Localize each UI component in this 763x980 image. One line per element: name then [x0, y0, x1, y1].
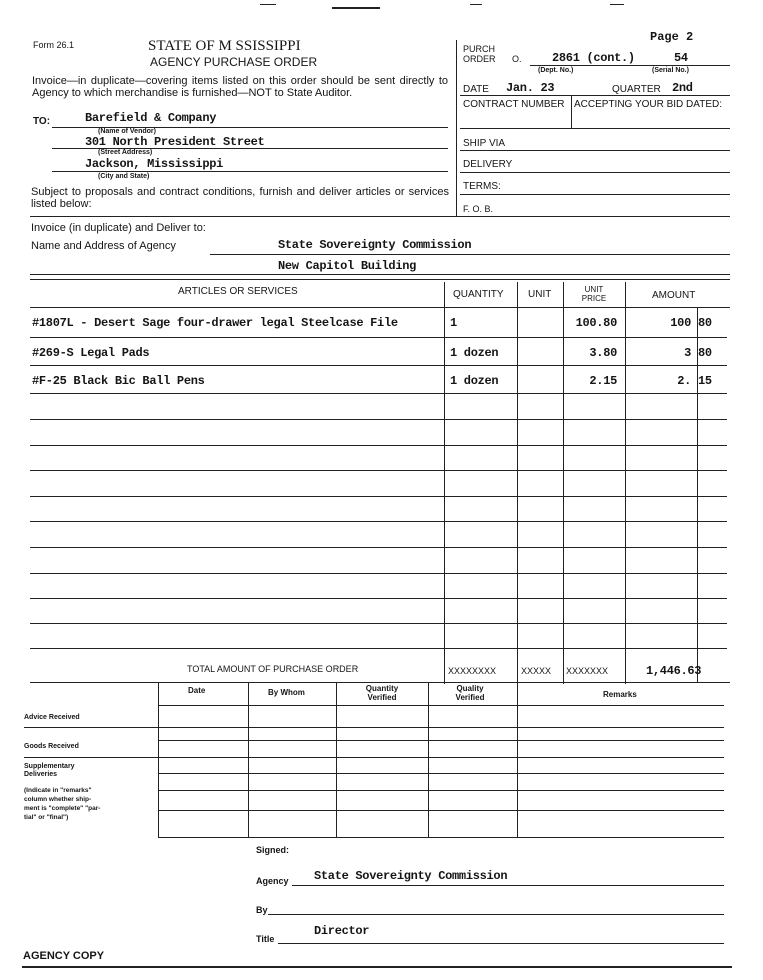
delivery-line: [460, 172, 730, 173]
to-label: TO:: [33, 116, 51, 127]
table-row-line: [30, 445, 727, 446]
row-amount-cents: 80: [698, 346, 712, 360]
tracking-header-remarks: Remarks: [603, 690, 637, 699]
advice-received-label: Advice Received: [24, 714, 80, 721]
delivery-note: (Indicate in "remarks" column whether ship- ment is "complete" "par- tial" or "final"): [24, 787, 101, 821]
agency-name: State Sovereignty Commission: [278, 238, 472, 252]
by-label: By: [256, 905, 268, 915]
row-article: #269-S Legal Pads: [32, 346, 150, 360]
name-address-label: Name and Address of Agency: [31, 240, 176, 252]
page-label: Page 2: [650, 30, 694, 44]
row-quantity: 1: [450, 316, 457, 330]
agency-name-line: [210, 254, 730, 255]
header-unit-price: UNIT PRICE: [581, 285, 607, 303]
table-row-line: [30, 337, 727, 338]
row-quantity: 1 dozen: [450, 346, 499, 360]
instruction-text: Invoice—in duplicate—covering items listed on this order should be sent directly to Agency to which merchandise is furnished—NOT to State Auditor.: [32, 75, 448, 99]
tracking-mid-line: [158, 740, 724, 741]
total-amount: 1,446.63: [646, 664, 702, 678]
ship-via-label: SHIP VIA: [463, 138, 506, 149]
table-row-line: [30, 470, 727, 471]
order-label: ORDER: [463, 54, 496, 64]
quarter-label: QUARTER: [612, 84, 661, 95]
row-unit-price: 3.80: [589, 346, 617, 360]
delivery-label: DELIVERY: [463, 159, 513, 170]
supplementary-label: Supplementary Deliveries: [24, 763, 75, 778]
by-line: [268, 914, 724, 915]
vendor-city-caption: (City and State): [98, 173, 150, 180]
scan-mark: [610, 4, 624, 5]
tracking-line: [158, 773, 724, 774]
tracking-header-line: [158, 705, 724, 706]
total-price-x: XXXXXXX: [566, 666, 609, 676]
title-value: Director: [314, 924, 370, 938]
state-title: STATE OF M SSISSIPPI: [148, 38, 301, 54]
table-row-line: [30, 393, 727, 394]
table-row-line: [30, 496, 727, 497]
row-quantity: 1 dozen: [450, 374, 499, 388]
row-amount-dollars: 2.: [677, 374, 691, 388]
header-unit: UNIT: [528, 289, 552, 300]
row-article: #1807L - Desert Sage four-drawer legal Steelcase File: [32, 316, 398, 330]
date-line: [460, 95, 730, 96]
row-article: #F-25 Black Bic Ball Pens: [32, 374, 205, 388]
scan-mark: [260, 4, 276, 5]
serial-number: 54: [674, 51, 688, 65]
advice-line: [24, 727, 724, 728]
scan-mark: [470, 4, 482, 5]
title-line: [278, 943, 724, 944]
table-row-line: [30, 521, 727, 522]
subject-text: Subject to proposals and contract conditions, furnish and deliver articles or services listed below:: [31, 186, 449, 210]
footer-line: [22, 966, 732, 968]
contract-label: CONTRACT NUMBER: [463, 99, 565, 110]
table-row-line: [30, 365, 727, 366]
date-value: Jan. 23: [506, 81, 555, 95]
terms-line: [460, 194, 730, 195]
table-header-line: [30, 307, 730, 308]
agency-signature-value: State Sovereignty Commission: [314, 869, 508, 883]
header-divider: [456, 40, 457, 216]
tracking-bottom-line: [158, 837, 724, 838]
contract-divider: [571, 96, 572, 128]
vendor-name-caption: (Name of Vendor): [98, 128, 156, 135]
goods-line: [24, 757, 724, 758]
header-articles: ARTICLES OR SERVICES: [178, 286, 298, 297]
table-row-line: [30, 419, 727, 420]
vendor-street-caption: (Street Address): [98, 149, 153, 156]
row-amount-cents: 15: [698, 374, 712, 388]
vendor-city-line: [52, 171, 448, 172]
table-row-line: [30, 573, 727, 574]
tracking-line: [158, 810, 724, 811]
tracking-header-quality-verified: Quality Verified: [455, 684, 485, 702]
tracking-header-quantity-verified: Quantity Verified: [365, 684, 399, 702]
form-title: AGENCY PURCHASE ORDER: [150, 55, 318, 69]
agency-address-line: [30, 274, 730, 275]
agency-address: New Capitol Building: [278, 259, 417, 273]
agency-copy-label: AGENCY COPY: [23, 950, 105, 962]
fob-label: F. O. B.: [463, 204, 494, 214]
total-quantity-x: XXXXXXXX: [448, 666, 497, 676]
order-label: PURCH: [463, 44, 496, 54]
table-row-line: [30, 623, 727, 624]
row-unit-price: 2.15: [589, 374, 617, 388]
deliver-label: Invoice (in duplicate) and Deliver to:: [31, 222, 206, 234]
scan-mark: [332, 7, 380, 9]
total-line: [30, 682, 730, 683]
row-unit-price: 100.80: [575, 316, 617, 330]
row-amount-dollars: 100: [670, 316, 691, 330]
table-row-line: [30, 648, 727, 649]
serial-caption: (Serial No.): [652, 67, 689, 74]
dept-number: 2861 (cont.): [552, 51, 635, 65]
agency-signature-line: [292, 885, 724, 886]
accepting-label: ACCEPTING YOUR BID DATED:: [574, 99, 722, 110]
header-quantity: QUANTITY: [453, 289, 504, 300]
header-bottom-line: [30, 216, 730, 217]
table-row-line: [30, 547, 727, 548]
vendor-street: 301 North President Street: [85, 135, 265, 149]
vendor-name: Barefield & Company: [85, 111, 217, 125]
tracking-header-by-whom: By Whom: [268, 688, 305, 697]
ship-via-line: [460, 150, 730, 151]
tracking-header-date: Date: [188, 686, 206, 695]
header-amount: AMOUNT: [652, 290, 696, 301]
title-label: Title: [256, 934, 275, 944]
dept-caption: (Dept. No.): [538, 67, 574, 74]
order-line: [530, 65, 730, 66]
agency-signature-label: Agency: [256, 876, 289, 886]
total-label: TOTAL AMOUNT OF PURCHASE ORDER: [187, 664, 359, 674]
contract-line: [460, 128, 730, 129]
tracking-line: [158, 790, 724, 791]
quarter-value: 2nd: [672, 81, 693, 95]
form-number: Form 26.1: [33, 40, 75, 50]
table-top-line: [30, 279, 730, 280]
signed-label: Signed:: [256, 845, 289, 855]
terms-label: TERMS:: [463, 181, 501, 192]
goods-received-label: Goods Received: [24, 743, 79, 750]
row-amount-cents: 80: [698, 316, 712, 330]
vendor-city: Jackson, Mississippi: [85, 157, 224, 171]
table-row-line: [30, 598, 727, 599]
date-label: DATE: [463, 84, 489, 95]
row-amount-dollars: 3: [684, 346, 691, 360]
order-no-label: O.: [512, 54, 522, 64]
total-unit-x: XXXXX: [521, 666, 552, 676]
